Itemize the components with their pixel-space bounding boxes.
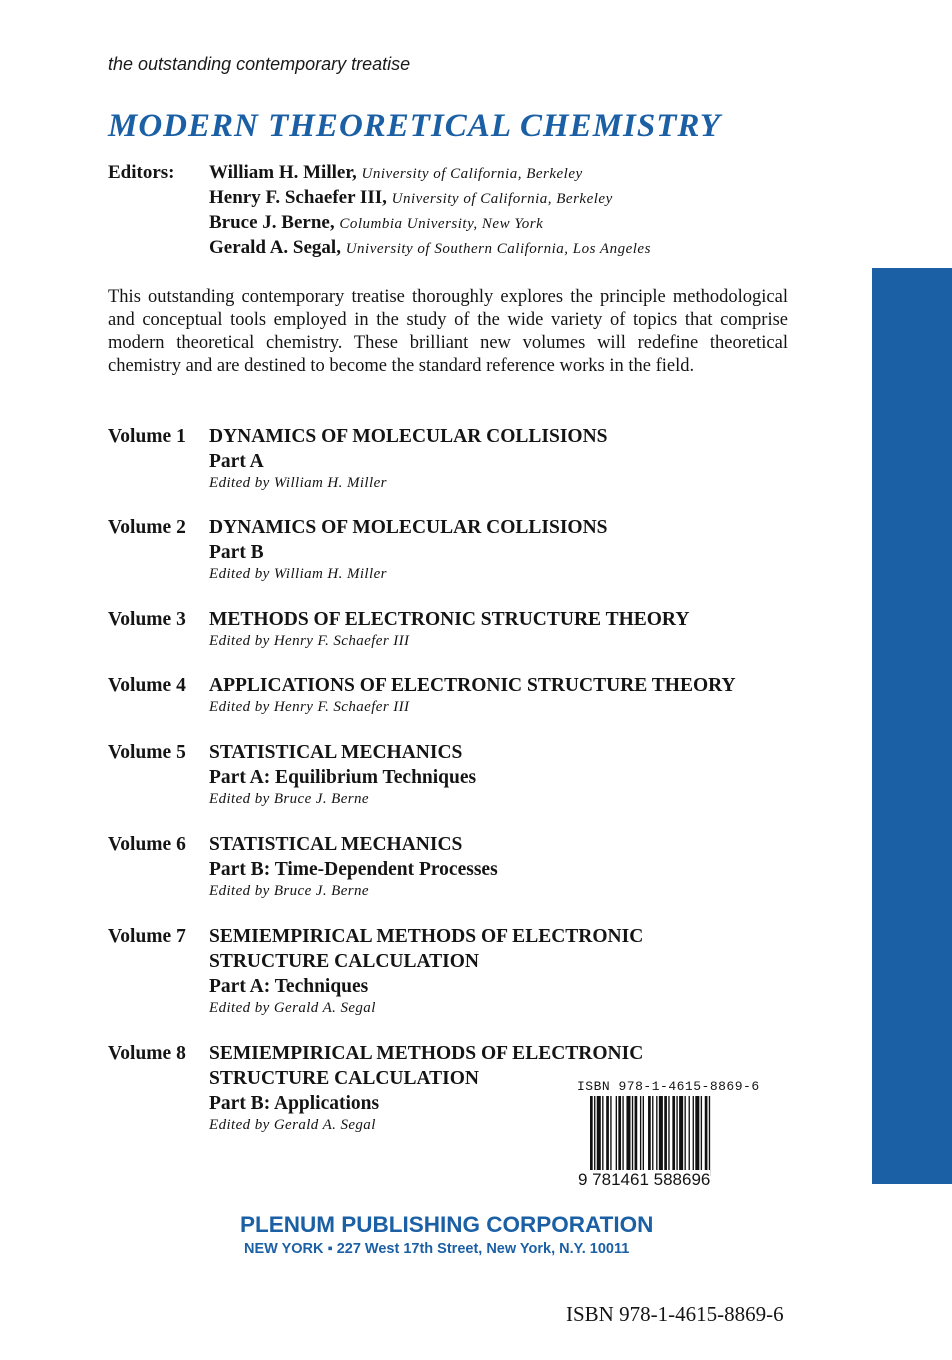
publisher-city: NEW YORK	[244, 1241, 324, 1257]
volume-label: Volume 6	[108, 834, 186, 855]
volume-editor: Edited by Gerald A. Segal	[209, 1117, 376, 1133]
barcode-bar	[656, 1096, 657, 1176]
volume-label: Volume 5	[108, 742, 186, 763]
volume-editor: Edited by William H. Miller	[209, 566, 387, 582]
volume-editor: Edited by Henry F. Schaefer III	[209, 633, 410, 649]
barcode-bar	[701, 1096, 702, 1176]
editor-entry	[209, 212, 543, 234]
volume-title: METHODS OF ELECTRONIC STRUCTURE THEORY	[209, 609, 690, 630]
volume-label: Volume 8	[108, 1043, 186, 1064]
barcode-bar	[622, 1096, 623, 1176]
bullet-separator: ▪	[323, 1241, 337, 1257]
barcode-bar	[635, 1096, 638, 1176]
barcode-bar	[618, 1096, 621, 1176]
volume-title: SEMIEMPIRICAL METHODS OF ELECTRONIC	[209, 926, 644, 947]
editor-entry	[209, 187, 613, 209]
publisher-name: PLENUM PUBLISHING CORPORATION	[240, 1212, 654, 1237]
barcode-bar	[672, 1096, 675, 1176]
volume-title: DYNAMICS OF MOLECULAR COLLISIONS	[209, 517, 608, 538]
barcode-bar	[590, 1096, 593, 1176]
barcode-isbn-label: ISBN 978-1-4615-8869-6	[577, 1079, 760, 1094]
volume-title: STATISTICAL MECHANICS	[209, 742, 463, 763]
volume-title: STATISTICAL MECHANICS	[209, 834, 463, 855]
volume-editor: Edited by William H. Miller	[209, 475, 387, 491]
editor-name: Gerald A. Segal,	[209, 237, 341, 258]
volume-part: Part B: Time-Dependent Processes	[209, 859, 498, 880]
volume-label: Volume 7	[108, 926, 186, 947]
barcode-bar	[632, 1096, 633, 1176]
editor-affiliation: University of California, Berkeley	[391, 191, 613, 207]
barcode-bar	[705, 1096, 708, 1176]
editors-label: Editors:	[108, 162, 175, 183]
volume-label: Volume 3	[108, 609, 186, 630]
barcode-digits: 9 781461 588696	[578, 1170, 711, 1189]
barcode-bar	[640, 1096, 641, 1176]
volume-title-cont: STRUCTURE CALCULATION	[209, 1068, 479, 1089]
tagline: the outstanding contemporary treatise	[108, 54, 411, 74]
volume-label: Volume 2	[108, 517, 186, 538]
barcode-bar	[594, 1096, 595, 1176]
volume-part: Part B: Applications	[209, 1093, 380, 1114]
barcode-bar	[676, 1096, 677, 1176]
barcode-bar	[685, 1096, 686, 1176]
barcode-bar	[648, 1096, 651, 1176]
barcode-bar	[668, 1096, 669, 1176]
volume-label: Volume 4	[108, 675, 186, 696]
blue-side-band	[872, 268, 952, 1184]
editor-affiliation: Columbia University, New York	[339, 216, 544, 232]
editor-entry	[209, 162, 583, 184]
barcode-bar	[693, 1096, 694, 1176]
barcode-bar	[695, 1096, 699, 1176]
barcode	[590, 1096, 752, 1176]
volume-title: SEMIEMPIRICAL METHODS OF ELECTRONIC	[209, 1043, 644, 1064]
editor-affiliation: University of California, Berkeley	[361, 166, 583, 182]
editor-affiliation: University of Southern California, Los Angeles	[345, 241, 651, 257]
barcode-bar	[643, 1096, 644, 1176]
barcode-bar	[689, 1096, 690, 1176]
intro-paragraph: This outstanding contemporary treatise thoroughly explores the principle methodological and conceptual tools employed in the study of the wide variety of topics that comprise modern theoretical chemistry. These brilliant new volumes will redefine theoretical chemistry and are destined to become the standard reference works in the field.	[108, 287, 788, 376]
volume-editor: Edited by Henry F. Schaefer III	[209, 699, 410, 715]
volume-title: DYNAMICS OF MOLECULAR COLLISIONS	[209, 426, 608, 447]
volume-editor: Edited by Gerald A. Segal	[209, 1000, 376, 1016]
barcode-bar	[709, 1096, 710, 1176]
editor-name: William H. Miller,	[209, 162, 357, 183]
barcode-bar	[652, 1096, 653, 1176]
editor-name: Bruce J. Berne,	[209, 212, 335, 233]
publisher-address	[244, 1241, 629, 1257]
barcode-bar	[626, 1096, 630, 1176]
barcode-bar	[602, 1096, 603, 1176]
publisher-street: 227 West 17th Street, New York, N.Y. 10011	[336, 1241, 630, 1257]
volume-part: Part A: Equilibrium Techniques	[209, 767, 477, 788]
barcode-bar	[610, 1096, 611, 1176]
volume-part: Part A	[209, 451, 264, 472]
volume-label: Volume 1	[108, 426, 186, 447]
volume-title-cont: STRUCTURE CALCULATION	[209, 951, 479, 972]
volume-part: Part B	[209, 542, 264, 563]
volume-editor: Edited by Bruce J. Berne	[209, 883, 369, 899]
editor-name: Henry F. Schaefer III,	[209, 187, 387, 208]
barcode-bar	[659, 1096, 663, 1176]
barcode-bar	[664, 1096, 667, 1176]
isbn-footer: ISBN 978-1-4615-8869-6	[566, 1302, 784, 1326]
series-title: MODERN THEORETICAL CHEMISTRY	[108, 108, 721, 144]
barcode-bar	[616, 1096, 617, 1176]
barcode-bar	[597, 1096, 601, 1176]
volume-part: Part A: Techniques	[209, 976, 369, 997]
volume-title: APPLICATIONS OF ELECTRONIC STRUCTURE THEORY	[209, 675, 736, 696]
barcode-bar	[679, 1096, 683, 1176]
barcode-bar	[606, 1096, 609, 1176]
editor-entry	[209, 237, 651, 259]
volume-editor: Edited by Bruce J. Berne	[209, 791, 369, 807]
